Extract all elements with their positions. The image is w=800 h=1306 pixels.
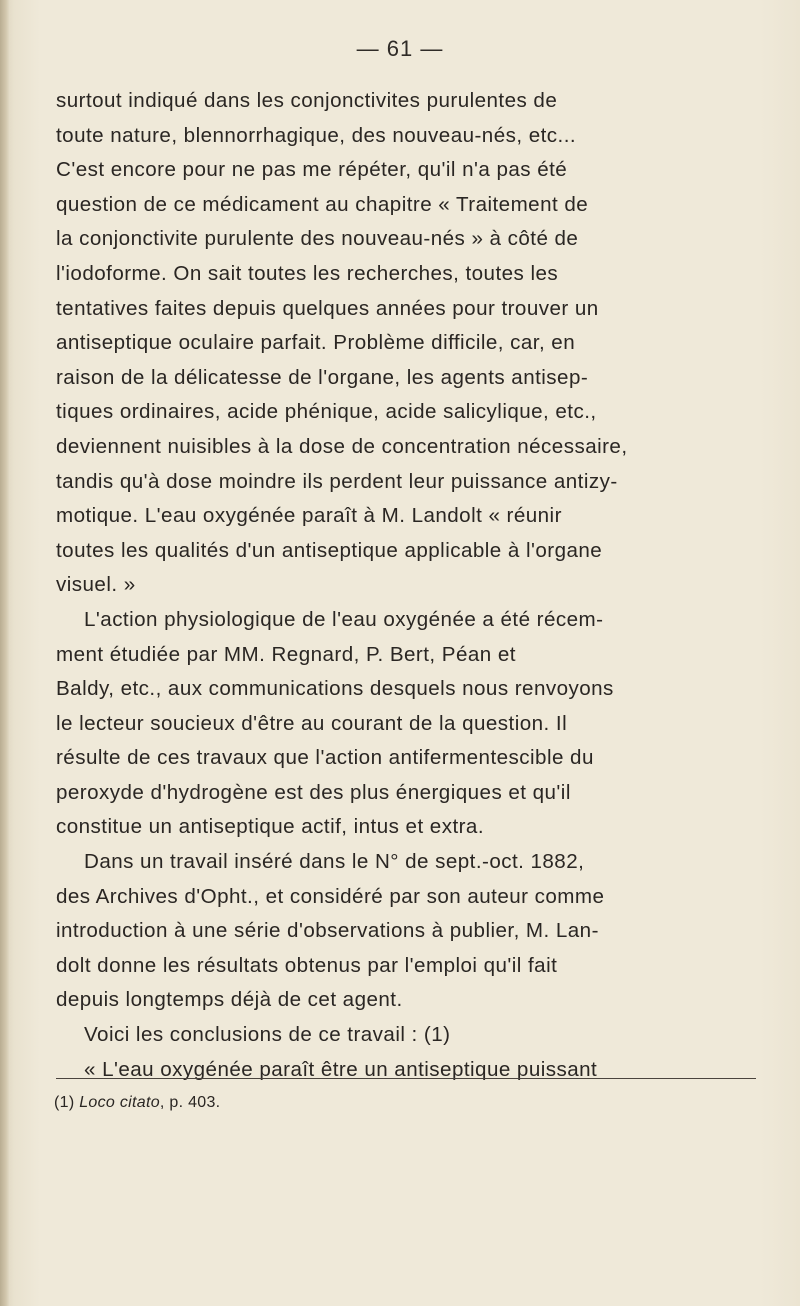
text-line: tiques ordinaires, acide phénique, acide salicylique, etc.,: [56, 400, 597, 424]
footnote-marker: (1): [54, 1094, 75, 1111]
text-line: la conjonctivite purulente des nouveau-nés » à côté de: [56, 227, 579, 251]
footnote-rule: [56, 1078, 756, 1079]
text-line: toutes les qualités d'un antiseptique applicable à l'organe: [56, 538, 603, 562]
text-line: introduction à une série d'observations à publier, M. Lan-: [56, 919, 599, 943]
text-line: des Archives d'Opht., et considéré par son auteur comme: [56, 884, 605, 908]
footnote-citation: Loco citato: [79, 1094, 160, 1111]
text-line: depuis longtemps déjà de cet agent.: [56, 988, 403, 1012]
text-line: toute nature, blennorrhagique, des nouveau-nés, etc...: [56, 123, 577, 147]
body-text: [56, 84, 756, 1087]
text-line: résulte de ces travaux que l'action antifermentescible du: [56, 746, 594, 770]
text-line: tentatives faites depuis quelques années pour trouver un: [56, 296, 599, 320]
text-line: raison de la délicatesse de l'organe, les agents antisep-: [56, 365, 589, 389]
footnote-page: , p. 403.: [159, 1094, 221, 1111]
text-line: deviennent nuisibles à la dose de concentration nécessaire,: [56, 434, 628, 458]
text-line: tandis qu'à dose moindre ils perdent leur puissance antizy-: [56, 469, 618, 493]
text-line: C'est encore pour ne pas me répéter, qu'il n'a pas été: [56, 158, 568, 182]
text-line: Dans un travail inséré dans le N° de sept.-oct. 1882,: [84, 850, 585, 874]
text-line: L'action physiologique de l'eau oxygénée a été récem-: [84, 607, 604, 631]
text-line: ment étudiée par MM. Regnard, P. Bert, Péan et: [56, 642, 516, 666]
page-binding-edge: [0, 0, 10, 1306]
text-line: constitue un antiseptique actif, intus et extra.: [56, 815, 484, 839]
text-line: Voici les conclusions de ce travail : (1): [84, 1023, 451, 1047]
text-line: visuel. »: [56, 573, 136, 597]
text-line: dolt donne les résultats obtenus par l'emploi qu'il fait: [56, 953, 558, 977]
text-line: « L'eau oxygénée paraît être un antiseptique puissant: [84, 1057, 598, 1081]
text-line: surtout indiqué dans les conjonctivites purulentes de: [56, 89, 558, 112]
text-line: question de ce médicament au chapitre « Traitement de: [56, 192, 589, 216]
text-line: le lecteur soucieux d'être au courant de la question. Il: [56, 711, 568, 735]
text-line: Baldy, etc., aux communications desquels nous renvoyons: [56, 677, 614, 701]
text-line: motique. L'eau oxygénée paraît à M. Landolt « réunir: [56, 504, 562, 528]
page-number-header: — 61 —: [356, 36, 444, 61]
text-line: l'iodoforme. On sait toutes les recherches, toutes les: [56, 261, 559, 285]
text-line: peroxyde d'hydrogène est des plus énergiques et qu'il: [56, 780, 571, 804]
text-line: antiseptique oculaire parfait. Problème difficile, car, en: [56, 331, 576, 355]
footnote: [54, 1094, 220, 1112]
